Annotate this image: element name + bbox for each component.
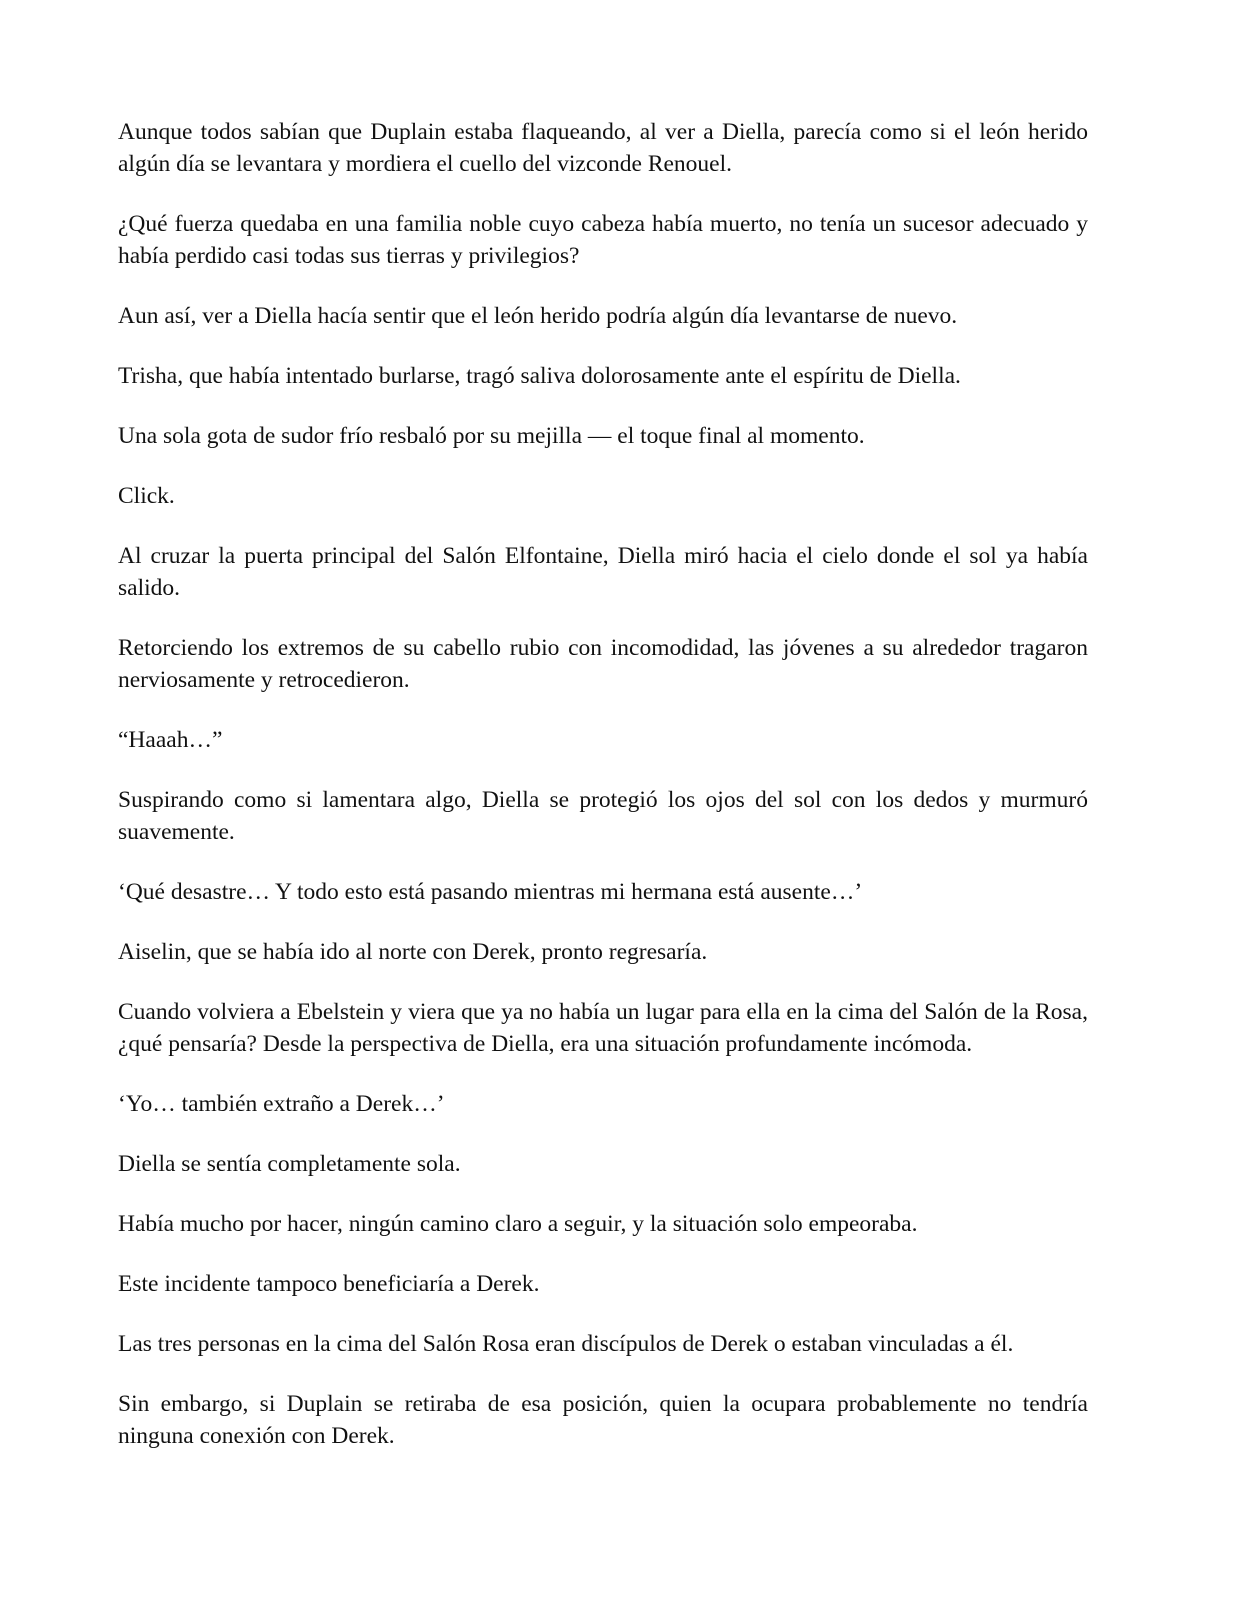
paragraph: Suspirando como si lamentara algo, Diella se protegió los ojos del sol con los dedos y murmuró suavemente. xyxy=(118,787,1088,845)
paragraph: Cuando volviera a Ebelstein y viera que ya no había un lugar para ella en la cima del Salón de la Rosa, ¿qué pensaría? Desde la perspectiva de Diella, era una situación profundamente incómoda. xyxy=(118,999,1088,1057)
paragraph: Había mucho por hacer, ningún camino claro a seguir, y la situación solo empeoraba. xyxy=(118,1211,918,1237)
paragraph: Sin embargo, si Duplain se retiraba de esa posición, quien la ocupara probablemente no tendría ninguna conexión con Derek. xyxy=(118,1391,1088,1449)
paragraph: Las tres personas en la cima del Salón Rosa eran discípulos de Derek o estaban vinculadas a él. xyxy=(118,1331,1014,1357)
paragraph: ¿Qué fuerza quedaba en una familia noble cuyo cabeza había muerto, no tenía un sucesor adecuado y había perdido casi todas sus tierras y privilegios? xyxy=(118,211,1088,269)
paragraph: Al cruzar la puerta principal del Salón Elfontaine, Diella miró hacia el cielo donde el sol ya había salido. xyxy=(118,543,1088,601)
paragraph: ‘Yo… también extraño a Derek…’ xyxy=(118,1091,445,1117)
paragraph: Aiselin, que se había ido al norte con Derek, pronto regresaría. xyxy=(118,939,708,965)
paragraph: “Haaah…” xyxy=(118,727,223,753)
paragraph: Este incidente tampoco beneficiaría a Derek. xyxy=(118,1271,540,1297)
paragraph: Aunque todos sabían que Duplain estaba flaqueando, al ver a Diella, parecía como si el león herido algún día se levantara y mordiera el cuello del vizconde Renouel. xyxy=(118,119,1088,177)
paragraph: ‘Qué desastre… Y todo esto está pasando mientras mi hermana está ausente…’ xyxy=(118,879,863,905)
paragraph: Aun así, ver a Diella hacía sentir que el león herido podría algún día levantarse de nuevo. xyxy=(118,303,958,329)
paragraph: Una sola gota de sudor frío resbaló por su mejilla — el toque final al momento. xyxy=(118,423,865,449)
paragraph: Retorciendo los extremos de su cabello rubio con incomodidad, las jóvenes a su alrededor tragaron nerviosamente y retrocedieron. xyxy=(118,635,1088,693)
document-page xyxy=(118,116,1088,1480)
paragraph: Trisha, que había intentado burlarse, tragó saliva dolorosamente ante el espíritu de Diella. xyxy=(118,363,961,389)
paragraph: Diella se sentía completamente sola. xyxy=(118,1151,461,1177)
paragraph: Click. xyxy=(118,483,175,509)
